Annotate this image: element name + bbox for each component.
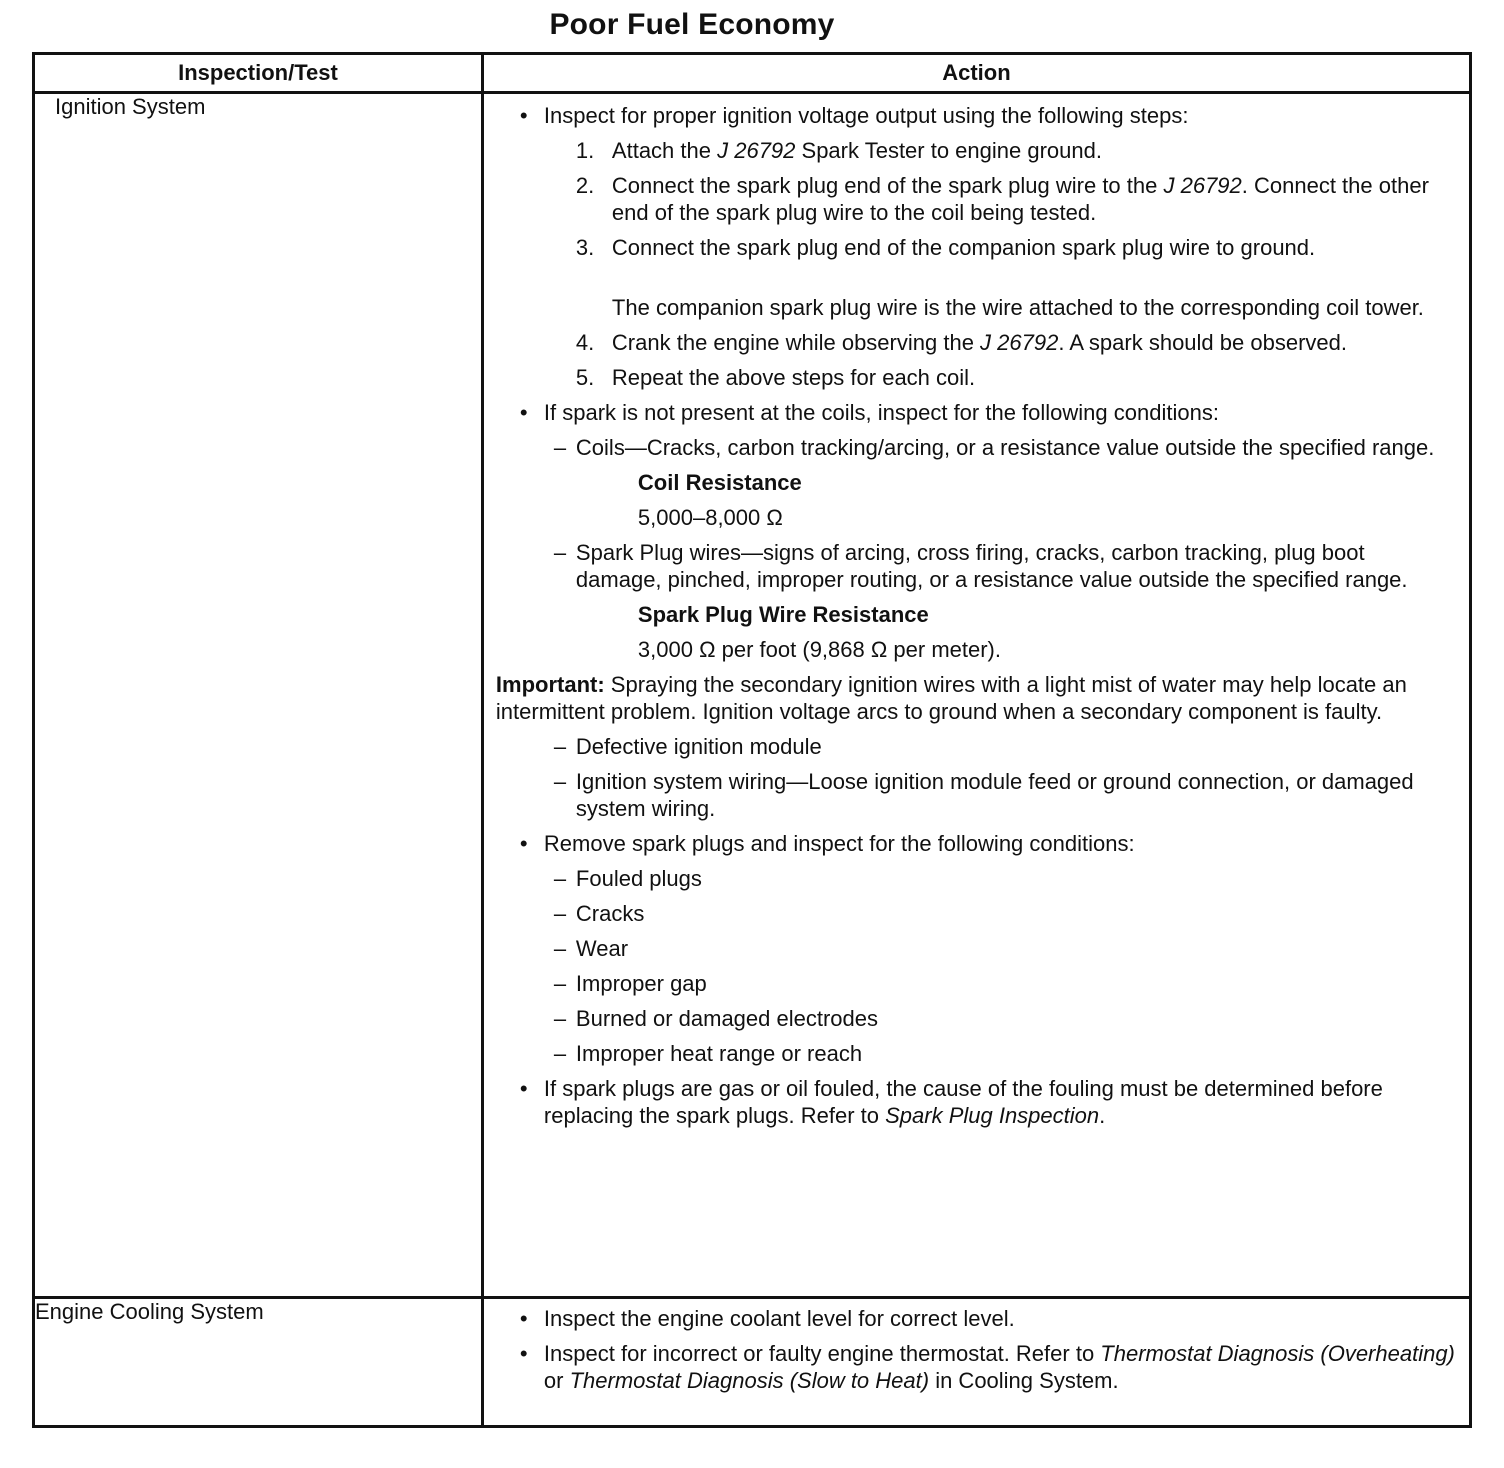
step-2 bbox=[496, 172, 1455, 226]
step-3 bbox=[496, 234, 1455, 321]
bullet-text: Inspect for incorrect or faulty engine thermostat. Refer to bbox=[543, 1341, 1101, 1366]
important-text: Spraying the secondary ignition wires with a light mist of water may help locate an intermittent problem. Ignition voltage arcs to ground when a secondary component is faulty. bbox=[495, 672, 1407, 724]
tool-reference: J 26792 bbox=[980, 330, 1059, 355]
bullet-remove-spark-plugs: • Remove spark plugs and inspect for the following conditions: bbox=[496, 830, 1455, 857]
step-number: 1. bbox=[575, 138, 595, 163]
table-row-ignition bbox=[34, 93, 1471, 1298]
bullet-coolant-level: • Inspect the engine coolant level for correct level. bbox=[496, 1305, 1455, 1332]
plug-condition: – Cracks bbox=[496, 900, 1455, 927]
bullet-text: in Cooling System. bbox=[929, 1368, 1119, 1393]
bullet-voltage-output: • Inspect for proper ignition voltage output using the following steps: bbox=[496, 102, 1455, 129]
bullet-no-spark: • If spark is not present at the coils, inspect for the following conditions: bbox=[496, 399, 1455, 426]
action-cell-ignition bbox=[482, 93, 1470, 1298]
spec-title-coil-resistance: Coil Resistance bbox=[637, 470, 802, 495]
spec-title-wire-resistance: Spark Plug Wire Resistance bbox=[637, 602, 929, 627]
spec-value-wire-resistance: 3,000 Ω per foot (9,868 Ω per meter). bbox=[637, 637, 1001, 662]
important-note bbox=[496, 671, 1455, 725]
step-number: 4. bbox=[575, 330, 595, 355]
bullet-text: or bbox=[543, 1368, 570, 1393]
step-number: 5. bbox=[575, 365, 595, 390]
step-1 bbox=[496, 137, 1455, 164]
condition-ignition-module: – Defective ignition module bbox=[496, 733, 1455, 760]
step-text: . Connect the other end of the spark plug wire to the coil being tested. bbox=[611, 173, 1429, 225]
step-4 bbox=[496, 329, 1455, 356]
action-cell-cooling bbox=[482, 1298, 1470, 1427]
reference-thermostat-slow-to-heat: Thermostat Diagnosis (Slow to Heat) bbox=[569, 1368, 930, 1393]
important-label: Important: bbox=[495, 672, 605, 697]
step-5 bbox=[496, 364, 1455, 391]
page-title-text: Poor Fuel Economy bbox=[549, 8, 835, 41]
bullet-thermostat bbox=[496, 1340, 1455, 1394]
step-text: Attach the bbox=[611, 138, 718, 163]
reference-spark-plug-inspection: Spark Plug Inspection bbox=[885, 1103, 1100, 1128]
step-text: Crank the engine while observing the bbox=[611, 330, 981, 355]
plug-condition: – Fouled plugs bbox=[496, 865, 1455, 892]
inspection-ignition-system: Ignition System bbox=[34, 93, 483, 1298]
reference-thermostat-overheating: Thermostat Diagnosis (Overheating) bbox=[1100, 1341, 1455, 1366]
tool-reference: J 26792 bbox=[1163, 173, 1242, 198]
inspection-engine-cooling-system: Engine Cooling System bbox=[34, 1298, 483, 1427]
step-text: Repeat the above steps for each coil. bbox=[611, 365, 976, 390]
plug-condition: – Improper gap bbox=[496, 970, 1455, 997]
step-number: 2. bbox=[575, 173, 595, 198]
plug-condition: – Burned or damaged electrodes bbox=[496, 1005, 1455, 1032]
condition-coils: – Coils—Cracks, carbon tracking/arcing, or a resistance value outside the specified range. bbox=[496, 434, 1455, 461]
condition-spark-plug-wires: – Spark Plug wires—signs of arcing, cross firing, cracks, carbon tracking, plug boot damage, pinched, improper routing, or a resistance value outside the specified range. bbox=[496, 539, 1455, 593]
table-row-cooling bbox=[34, 1298, 1471, 1427]
plug-condition: – Improper heat range or reach bbox=[496, 1040, 1455, 1067]
table-header-row bbox=[34, 54, 1471, 93]
bullet-fouled-plugs bbox=[496, 1075, 1455, 1129]
tool-reference: J 26792 bbox=[717, 138, 796, 163]
step-text: Connect the spark plug end of the companion spark plug wire to ground. bbox=[611, 235, 1316, 260]
spec-value-coil-resistance: 5,000–8,000 Ω bbox=[637, 505, 783, 530]
step-number: 3. bbox=[575, 235, 595, 260]
diagnosis-table bbox=[32, 52, 1472, 1428]
bullet-text: . bbox=[1099, 1103, 1106, 1128]
step-text: Connect the spark plug end of the spark plug wire to the bbox=[611, 173, 1164, 198]
step-text: . A spark should be observed. bbox=[1058, 330, 1347, 355]
step-text: Spark Tester to engine ground. bbox=[795, 138, 1102, 163]
condition-ignition-wiring: – Ignition system wiring—Loose ignition module feed or ground connection, or damaged system wiring. bbox=[496, 768, 1455, 822]
plug-condition: – Wear bbox=[496, 935, 1455, 962]
header-action: Action bbox=[482, 54, 1470, 93]
header-inspection: Inspection/Test bbox=[34, 54, 483, 93]
page-title bbox=[0, 8, 1384, 42]
step-note: The companion spark plug wire is the wire attached to the corresponding coil tower. bbox=[611, 295, 1424, 320]
bullet-text: If spark plugs are gas or oil fouled, the cause of the fouling must be determined before replacing the spark plugs. Refer to bbox=[543, 1076, 1383, 1128]
